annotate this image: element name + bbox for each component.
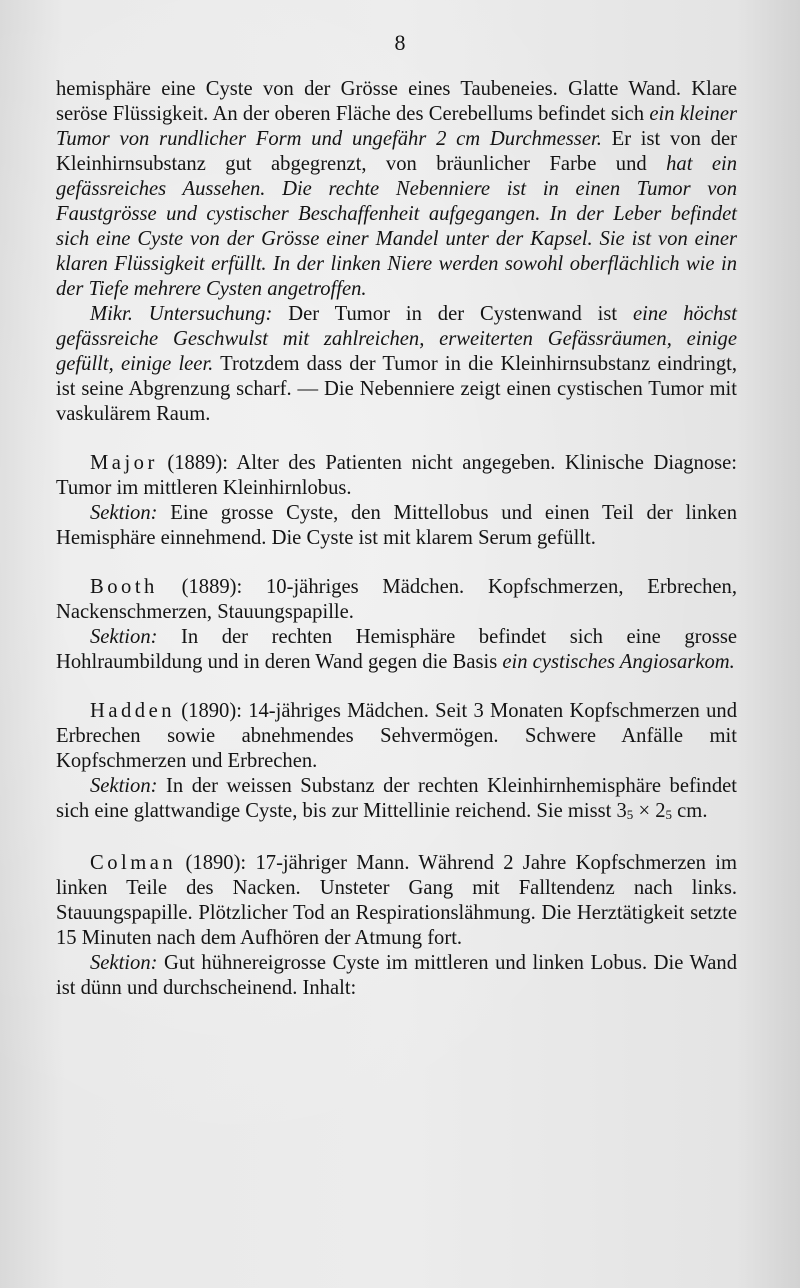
subscript-digit: 5 [665,807,673,822]
author-name: Hadden [90,700,176,722]
sektion-label: Sektion: [90,775,158,797]
case-summary: (1889): 10-jähriges Mädchen. Kopfschmerzen, Erbrechen, Nackenschmerzen, Stauungspapille. [56,576,737,623]
body-text [56,77,737,1001]
author-name: Booth [90,576,158,598]
case-summary: (1889): Alter des Patienten nicht angegeben. Klinische Diagnose: Tumor im mittleren Kleinhirnlobus. [56,452,737,499]
intro-paragraph-1 [56,77,737,302]
italic-text: eine höchst gefässreiche Geschwulst mit zahlreichen, erweiterten Gefässräumen, einige gefüllt, einige leer. [56,303,737,375]
text-run: Eine grosse Cyste, den Mittellobus und einen Teil der linken Hemisphäre einnehmend. Die Cyste ist mit klarem Serum gefüllt. [56,502,737,549]
text-run: Gut hühnereigrosse Cyste im mittleren und linken Lobus. Die Wand ist dünn und durchscheinend. Inhalt: [56,952,737,999]
case-entry-heading [56,699,737,774]
page-number: 8 [394,30,406,55]
case-summary: (1890): 17-jähriger Mann. Während 2 Jahre Kopfschmerzen im linken Teile des Nacken. Unsteter Gang mit Falltendenz nach links. Stauungspapille. Plötzlicher Tod an Respirationslähmung. Die Herztätigkeit setzte 15 Minuten nach dem Aufhören der Atmung fort. [56,852,737,949]
italic-text: ein kleiner Tumor von rundlicher Form und ungefähr 2 cm Durchmesser. [56,103,738,150]
sektion-paragraph [56,951,737,1001]
intro-paragraph-2 [56,302,737,427]
case-entry-heading [56,851,737,951]
sektion-label: Sektion: [90,502,158,524]
sektion-paragraph [56,501,737,551]
case-summary: (1890): 14-jähriges Mädchen. Seit 3 Monaten Kopfschmerzen und Erbrechen sowie abnehmendes Sehvermögen. Schwere Anfälle mit Kopfschmerzen und Erbrechen. [56,700,737,772]
text-run: In der rechten Hemisphäre befindet sich eine grosse Hohlraumbildung und in deren Wand gegen die Basis [56,626,737,673]
italic-text: Mikr. Untersuchung: [90,303,273,325]
text-run: Er ist von der Kleinhirnsubstanz gut abgegrenzt, von bräunlicher Farbe und [56,128,737,175]
sektion-paragraph [56,625,737,675]
case-entries [56,451,737,1001]
text-run: hemisphäre eine Cyste von der Grösse eines Taubeneies. Glatte Wand. Klare seröse Flüssigkeit. An der oberen Fläche des Cerebellums befindet sich [56,78,737,125]
sektion-label: Sektion: [90,626,158,648]
italic-text: ein cystisches Angiosarkom. [502,651,735,673]
sektion-paragraph [56,774,737,827]
author-name: Major [90,452,158,474]
text-run: In der weissen Substanz der rechten Kleinhirnhemisphäre befindet sich eine glattwandige Cyste, bis zur Mittellinie reichend. Sie misst 3 [56,775,737,822]
text-run: Trotzdem dass der Tumor in die Kleinhirnsubstanz eindringt, ist seine Abgrenzung scharf. — Die Nebenniere zeigt einen cystischen Tumor mit vaskulärem Raum. [56,353,737,425]
text-run: × 2 [633,800,666,822]
text-run: cm. [672,800,708,822]
case-entry-heading [56,575,737,625]
text-run: Der Tumor in der Cystenwand ist [272,303,634,325]
subscript-digit: 5 [626,807,634,822]
case-entry-heading [56,451,737,501]
author-name: Colman [90,852,177,874]
italic-text: hat ein gefässreiches Aussehen. Die rechte Nebenniere ist in einen Tumor von Faustgrösse und cystischer Beschaffenheit aufgegangen. In der Leber befindet sich eine Cyste von der Grösse einer Mandel unter der Kapsel. Sie ist von einer klaren Flüssigkeit erfüllt. In der linken Niere werden sowohl oberflächlich wie in der Tiefe mehrere Cysten angetroffen. [56,153,737,300]
sektion-label: Sektion: [90,952,158,974]
